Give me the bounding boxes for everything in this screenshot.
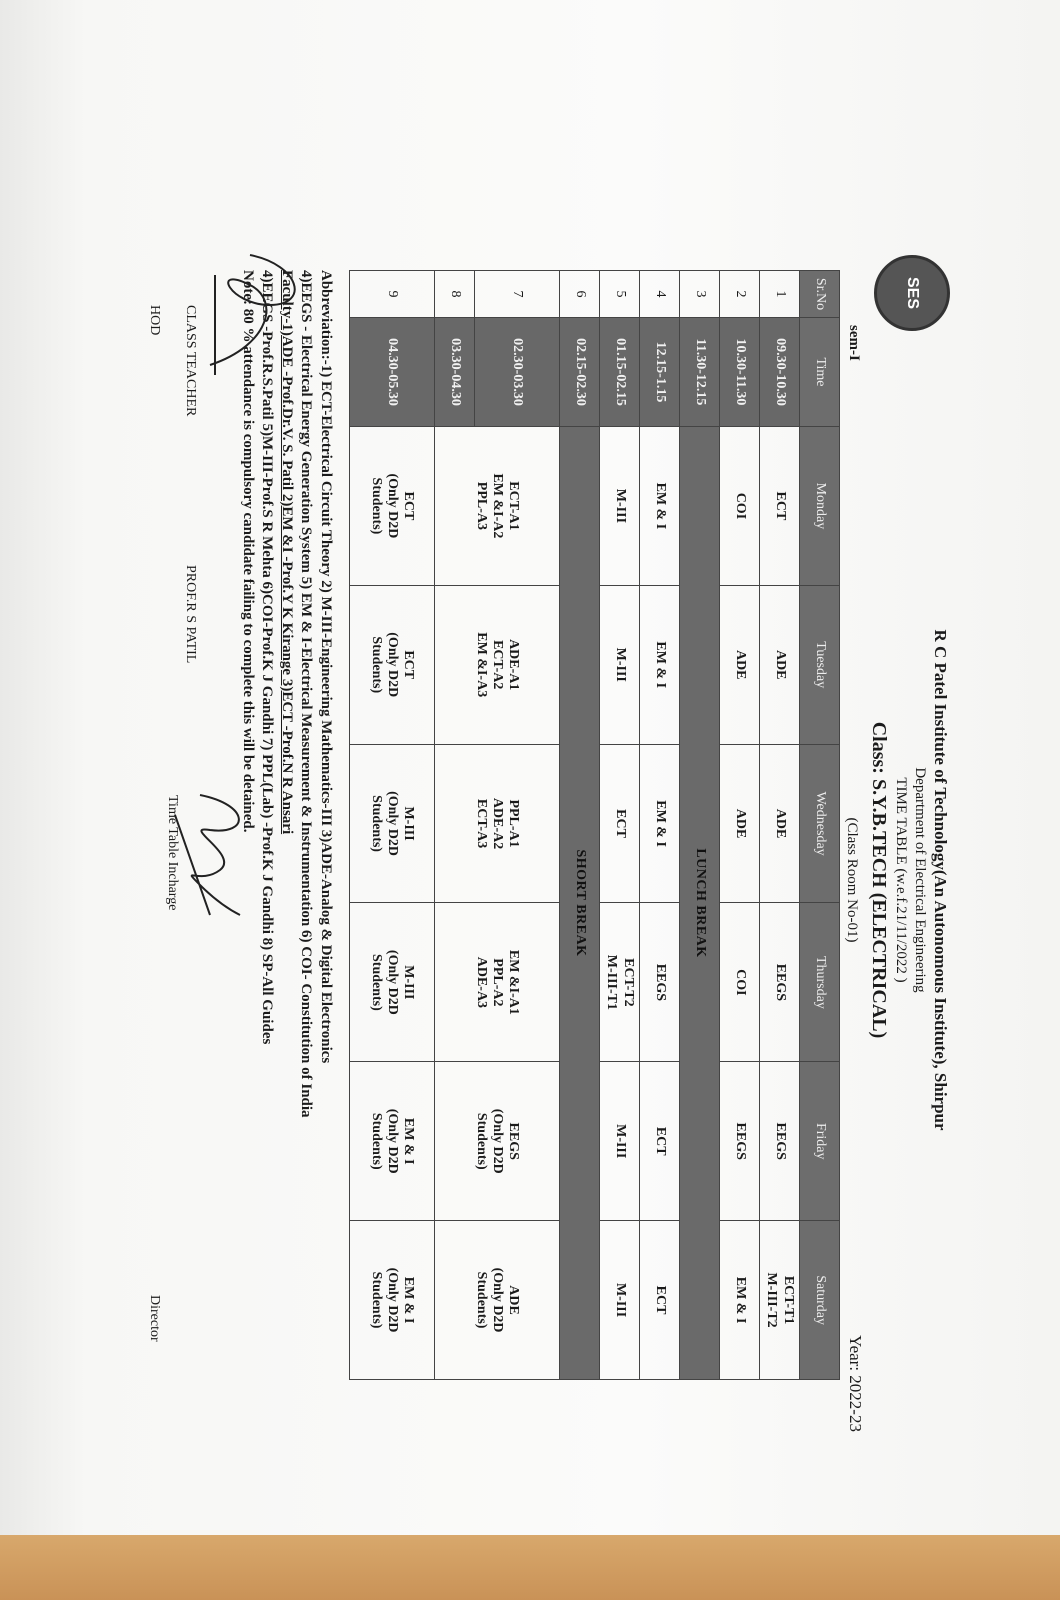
class-teacher-name: PROF.R S PATIL	[183, 565, 198, 664]
schedule-cell: EM & I	[640, 427, 680, 586]
schedule-cell: ECT	[640, 1221, 680, 1380]
time-cell: 03.30-04.30	[435, 318, 475, 427]
timetable-grid	[349, 270, 840, 1380]
schedule-cell: COI	[720, 903, 760, 1062]
faculty-line-1: Faculty-1)ADE -Prof.Dr.V. S. Patil 2)EM &I -Prof.Y K Kirange 3)ECT -Prof.N R Ansari	[279, 270, 295, 835]
ses-logo: SES	[874, 255, 950, 331]
table-row	[680, 271, 720, 1380]
column-header-wednesday: Wednesday	[800, 744, 840, 903]
schedule-cell: M-III	[600, 585, 640, 744]
schedule-cell: ADE	[760, 585, 800, 744]
time-cell: 04.30-05.30	[350, 318, 435, 427]
academic-year: Year: 2022-23	[846, 1335, 865, 1432]
department-name: Department of Electrical Engineering	[912, 767, 928, 993]
schedule-cell: COI	[720, 427, 760, 586]
table-row	[600, 271, 640, 1380]
class-teacher-label: CLASS TEACHER	[183, 305, 198, 417]
schedule-cell: ECT	[600, 744, 640, 903]
schedule-cell: ADE	[760, 744, 800, 903]
table-row	[720, 271, 760, 1380]
abbreviation-line-1: Abbreviation:-1) ECT-Electrical Circuit Theory 2) M-III-Engineering Mathematics-III 3)ADE-Analog & Digital Electronics	[318, 270, 334, 1064]
sr-no-cell: 8	[435, 271, 475, 318]
schedule-cell: ADE	[720, 585, 760, 744]
schedule-cell: ADE (Only D2D Students)	[435, 1221, 560, 1380]
time-cell: 02.30-03.30	[475, 318, 560, 427]
timetable-document	[50, 215, 1010, 1545]
schedule-cell: EM & I	[720, 1221, 760, 1380]
schedule-cell: ECT-A1 EM &I-A2 PPL-A3	[435, 427, 560, 586]
schedule-cell: ECT	[760, 427, 800, 586]
schedule-cell: M-III	[600, 1221, 640, 1380]
schedule-cell: EM & I (Only D2D Students)	[350, 1221, 435, 1380]
schedule-cell: ADE-A1 ECT-A2 EM &I-A3	[435, 585, 560, 744]
sr-no-cell: 1	[760, 271, 800, 318]
faculty-line-2: 4)EEGS -Prof.R.S.Patil 5)M-III-Prof.S R Mehta 6)COI-Prof.K J Gandhi 7) PPL(Lab) -Prof.K J Gandhi 8) SP-All Guides	[259, 270, 276, 1045]
table-row	[475, 271, 560, 1380]
hod-label: HOD	[147, 305, 162, 336]
semester-label: sem-I	[846, 325, 862, 361]
attendance-note: Note: 80 % attendance is compulsory candidate failing to complete this will be detained.	[240, 270, 256, 833]
table-body	[350, 271, 800, 1380]
table-row	[640, 271, 680, 1380]
schedule-cell: M-III	[600, 1062, 640, 1221]
sr-no-cell: 9	[350, 271, 435, 318]
director-label: Director	[147, 1295, 162, 1342]
break-cell: LUNCH BREAK	[680, 427, 720, 1380]
column-header-monday: Monday	[800, 427, 840, 586]
sr-no-cell: 2	[720, 271, 760, 318]
schedule-cell: ECT-T1 M-III-T2	[760, 1221, 800, 1380]
table-row	[760, 271, 800, 1380]
schedule-cell: EEGS	[760, 903, 800, 1062]
schedule-cell: ECT	[640, 1062, 680, 1221]
table-header-row	[800, 271, 840, 1380]
schedule-cell: M-III	[600, 427, 640, 586]
schedule-cell: ECT-T2 M-III-T1	[600, 903, 640, 1062]
time-cell: 09.30-10.30	[760, 318, 800, 427]
time-cell: 01.15-02.15	[600, 318, 640, 427]
time-cell: 11.30-12.15	[680, 318, 720, 427]
schedule-cell: EM &I-A1 PPL-A2 ADE-A3	[435, 903, 560, 1062]
sr-no-cell: 4	[640, 271, 680, 318]
sr-no-cell: 6	[560, 271, 600, 318]
schedule-cell: EEGS (Only D2D Students)	[435, 1062, 560, 1221]
column-header-sr-no: Sr.No	[800, 271, 840, 318]
abbreviation-line-2: 4)EEGS - Electrical Energy Generation System 5) EM & I-Electrical Measurement & Instrumentation 6) COI- Constitution of India	[298, 270, 315, 1118]
schedule-cell: EM & I (Only D2D Students)	[350, 1062, 435, 1221]
column-header-time: Time	[800, 318, 840, 427]
timetable-title: TIME TABLE (w.e.f.21/11/2022 )	[893, 777, 909, 983]
class-room: (Class Room No-01)	[844, 817, 860, 943]
table-row	[560, 271, 600, 1380]
break-cell: SHORT BREAK	[560, 427, 600, 1380]
schedule-cell: PPL-A1 ADE-A2 ECT-A3	[435, 744, 560, 903]
table-row	[350, 271, 435, 1380]
institute-name: R C Patel Institute of Technology(An Autonomous Institute), Shirpur	[931, 629, 950, 1131]
schedule-cell: ADE	[720, 744, 760, 903]
time-cell: 12.15-1.15	[640, 318, 680, 427]
schedule-cell: ECT (Only D2D Students)	[350, 585, 435, 744]
schedule-cell: EEGS	[640, 903, 680, 1062]
sr-no-cell: 7	[475, 271, 560, 318]
schedule-cell: EM & I	[640, 585, 680, 744]
column-header-tuesday: Tuesday	[800, 585, 840, 744]
class-teacher-signature	[190, 245, 310, 385]
incharge-label: Time Table Incharge	[165, 795, 180, 911]
time-cell: 10.30-11.30	[720, 318, 760, 427]
column-header-thursday: Thursday	[800, 903, 840, 1062]
class-title: Class: S.Y.B.TECH (ELECTRICAL)	[868, 721, 890, 1039]
schedule-cell: EM & I	[640, 744, 680, 903]
schedule-cell: M-III (Only D2D Students)	[350, 744, 435, 903]
time-cell: 02.15-02.30	[560, 318, 600, 427]
schedule-cell: M-III (Only D2D Students)	[350, 903, 435, 1062]
column-header-saturday: Saturday	[800, 1221, 840, 1380]
sr-no-cell: 3	[680, 271, 720, 318]
sr-no-cell: 5	[600, 271, 640, 318]
schedule-cell: EEGS	[720, 1062, 760, 1221]
schedule-cell: ECT (Only D2D Students)	[350, 427, 435, 586]
schedule-cell: EEGS	[760, 1062, 800, 1221]
column-header-friday: Friday	[800, 1062, 840, 1221]
